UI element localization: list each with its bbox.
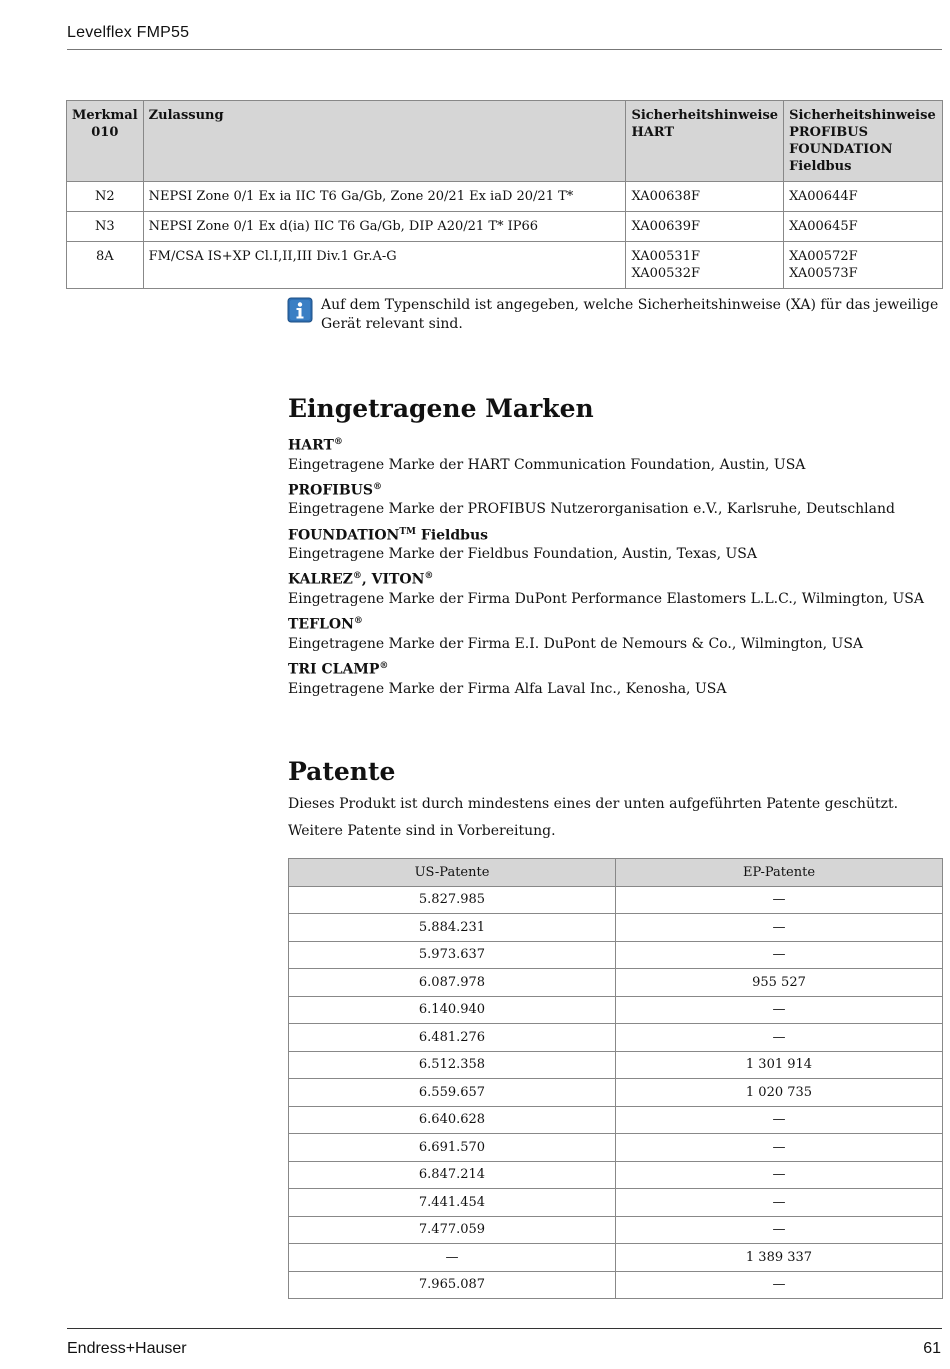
info-icon (287, 297, 313, 323)
column-header: Zulassung (143, 101, 626, 182)
column-header-ep: EP-Patente (616, 859, 943, 887)
trademark-name: TRI CLAMP® (288, 660, 389, 678)
trademark-description: Eingetragene Marke der HART Communication Foundation, Austin, USA (288, 456, 806, 473)
trademark-list (288, 433, 942, 702)
page-header-title: Levelflex FMP55 (67, 24, 190, 41)
column-header: Merkmal 010 (67, 101, 144, 182)
table-cell: N2 (67, 182, 144, 212)
trademark-name: HART® (288, 437, 343, 454)
trademark-name: KALREZ®, VITON® (288, 571, 434, 589)
table-cell: 6.847.214 (289, 1161, 616, 1189)
table-cell: 8A (67, 242, 144, 289)
table-row (289, 914, 943, 942)
info-note (287, 296, 942, 334)
list-item (288, 433, 942, 478)
table-cell: 1 020 735 (616, 1079, 943, 1107)
table-row (289, 886, 943, 914)
table-cell: XA00645F (784, 212, 943, 242)
table-header-row (67, 101, 943, 182)
table-row (289, 996, 943, 1024)
section-heading-marken: Eingetragene Marken (288, 394, 594, 423)
table-cell: XA00572F XA00573F (784, 242, 943, 289)
trademark-description: Eingetragene Marke der Firma DuPont Performance Elastomers L.L.C., Wilmington, USA (288, 591, 924, 608)
header-divider (67, 49, 942, 50)
table-row (289, 941, 943, 969)
table-cell: XA00531F XA00532F (626, 242, 784, 289)
table-cell: — (616, 886, 943, 914)
list-item (288, 612, 942, 657)
table-cell: — (289, 1244, 616, 1272)
table-header-row (289, 859, 943, 887)
column-header: Sicherheitshinweise HART (626, 101, 784, 182)
table-row (67, 242, 943, 289)
table-cell: 6.691.570 (289, 1134, 616, 1162)
footer-divider (67, 1328, 942, 1329)
table-cell: NEPSI Zone 0/1 Ex d(ia) IIC T6 Ga/Gb, DIP A20/21 T* IP66 (143, 212, 626, 242)
table-cell: NEPSI Zone 0/1 Ex ia IIC T6 Ga/Gb, Zone 20/21 Ex iaD 20/21 T* (143, 182, 626, 212)
table-row (289, 1024, 943, 1052)
patente-intro: Dieses Produkt ist durch mindestens eines der unten aufgeführten Patente geschützt. (288, 796, 899, 812)
list-item (288, 523, 942, 568)
table-cell: 7.965.087 (289, 1271, 616, 1299)
list-item (288, 657, 942, 702)
table-cell: N3 (67, 212, 144, 242)
table-row (289, 1051, 943, 1079)
table-cell: — (616, 914, 943, 942)
table-cell: 6.087.978 (289, 969, 616, 997)
trademark-description: Eingetragene Marke der Fieldbus Foundation, Austin, Texas, USA (288, 546, 757, 563)
patente-intro-secondary: Weitere Patente sind in Vorbereitung. (288, 823, 556, 839)
table-cell: XA00639F (626, 212, 784, 242)
page-number: 61 (923, 1340, 941, 1357)
table-cell: — (616, 1024, 943, 1052)
info-note-text: Auf dem Typenschild ist angegeben, welche Sicherheitshinweise (XA) für das jeweilige Gerät relevant sind. (321, 297, 939, 332)
trademark-name: FOUNDATION™ Fieldbus (288, 526, 489, 544)
table-cell: — (616, 1189, 943, 1217)
table-row (289, 1161, 943, 1189)
table-cell: 6.640.628 (289, 1106, 616, 1134)
trademark-description: Eingetragene Marke der Firma E.I. DuPont de Nemours & Co., Wilmington, USA (288, 635, 864, 652)
table-cell: 5.973.637 (289, 941, 616, 969)
table-cell: — (616, 996, 943, 1024)
table-cell: 7.477.059 (289, 1216, 616, 1244)
table-row (289, 1216, 943, 1244)
column-header-us: US-Patente (289, 859, 616, 887)
table-cell: 6.140.940 (289, 996, 616, 1024)
trademark-name: TEFLON® (288, 616, 363, 633)
trademark-description: Eingetragene Marke der Firma Alfa Laval Inc., Kenosha, USA (288, 680, 727, 697)
table-cell: — (616, 1106, 943, 1134)
table-row (289, 1079, 943, 1107)
table-cell: — (616, 1271, 943, 1299)
table-row (289, 1134, 943, 1162)
table-row (67, 212, 943, 242)
table-cell: — (616, 941, 943, 969)
patent-table (288, 858, 943, 1299)
table-cell: — (616, 1216, 943, 1244)
table-cell: 1 301 914 (616, 1051, 943, 1079)
table-row (289, 1244, 943, 1272)
table-cell: 1 389 337 (616, 1244, 943, 1272)
table-cell: 6.512.358 (289, 1051, 616, 1079)
zulassung-table (66, 100, 943, 289)
table-cell: 7.441.454 (289, 1189, 616, 1217)
table-cell: 6.481.276 (289, 1024, 616, 1052)
table-cell: 955 527 (616, 969, 943, 997)
table-row (289, 1271, 943, 1299)
section-heading-patente: Patente (288, 757, 396, 786)
trademark-description: Eingetragene Marke der PROFIBUS Nutzerorganisation e.V., Karlsruhe, Deutschland (288, 501, 895, 518)
list-item (288, 567, 942, 612)
table-cell: 5.827.985 (289, 886, 616, 914)
table-row (289, 1106, 943, 1134)
trademark-name: PROFIBUS® (288, 481, 382, 499)
table-cell: — (616, 1134, 943, 1162)
footer-brand: Endress+Hauser (67, 1340, 187, 1357)
table-cell: 6.559.657 (289, 1079, 616, 1107)
table-cell: FM/CSA IS+XP Cl.I,II,III Div.1 Gr.A-G (143, 242, 626, 289)
table-cell: — (616, 1161, 943, 1189)
table-row (289, 969, 943, 997)
table-cell: XA00638F (626, 182, 784, 212)
column-header: Sicherheitshinweise PROFIBUS FOUNDATION Fieldbus (784, 101, 943, 182)
list-item (288, 478, 942, 523)
table-row (67, 182, 943, 212)
table-row (289, 1189, 943, 1217)
table-cell: XA00644F (784, 182, 943, 212)
table-cell: 5.884.231 (289, 914, 616, 942)
